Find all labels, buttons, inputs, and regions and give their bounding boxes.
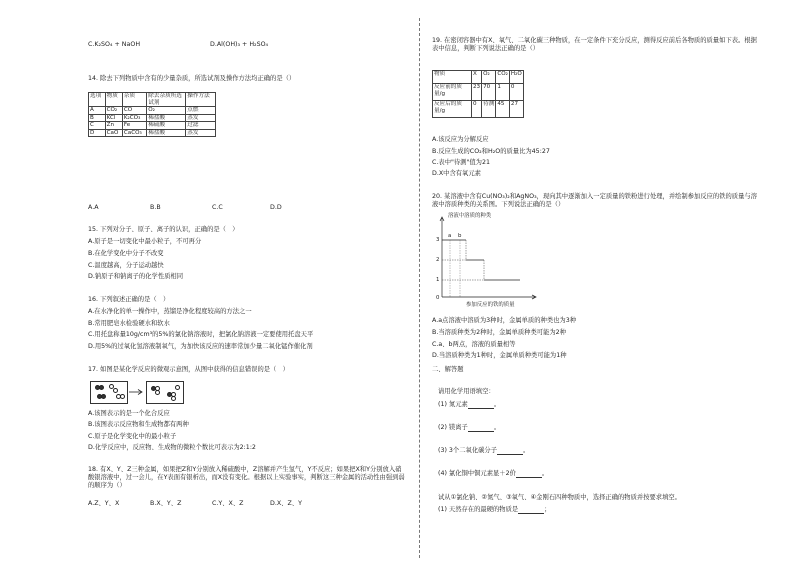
q17-option-b: B.该图表示反应物和生成物都有两种 [88, 421, 189, 428]
table-cell: 稀硫酸 [147, 122, 186, 130]
q20-stem: 20. 某溶液中含有Cu(NO₃)₂和AgNO₃，现向其中逐渐加入一定质量的铁粉进行处理，并绘制参加反应的铁的质量与溶液中溶质种类的关系图。下列说法正确的是（） [432, 193, 757, 208]
table-cell: 待测 [482, 101, 496, 118]
atom-icon [99, 385, 104, 390]
origin-label: 0 [436, 295, 440, 301]
atom-icon [120, 394, 125, 399]
table-cell: H₂O [509, 71, 523, 84]
q14-table [88, 92, 216, 137]
table-cell: CaCO₃ [122, 129, 146, 137]
reactant-box [90, 381, 128, 404]
product-box [146, 381, 184, 404]
atom-icon [175, 385, 180, 390]
table-row [89, 107, 216, 115]
q18-stem: 18. 有X、Y、Z三种金属，如果把Z和Y分别放入稀硫酸中，Z溶解并产生氢气，Y不反应；如果把X和Y分别放入硝酸银溶液中，过一会儿，在Y表面有银析出，而X没有变化。根据以上实验事实，判断这三种金属的活动性由强到弱的顺序为（） [88, 466, 405, 489]
table-row [89, 114, 216, 122]
table-cell: 蒸发 [186, 114, 216, 122]
answer-blank[interactable] [468, 425, 494, 432]
column-divider [419, 18, 420, 558]
fill-item-label: (2) 镁离子 [438, 424, 468, 431]
table-cell: 反应后的质量/g [433, 101, 472, 118]
table-cell: KCl [105, 114, 122, 122]
answer-blank[interactable] [497, 448, 523, 455]
fill-item-tail: 。 [523, 447, 530, 454]
fill-intro: 请用化学用语填空： [438, 388, 495, 395]
q17-option-c: C.原子是化学变化中的最小粒子 [88, 433, 177, 440]
q20-option-d: D.当溶质种类为1种时，金属单质种类可能为1种 [432, 352, 567, 359]
q19-option-b: B.反应生成的CO₂和H₂O的质量比为45:27 [432, 148, 550, 155]
fill-item-tail: 。 [541, 470, 549, 477]
fill-item-label: (1) 氮元素 [438, 401, 468, 408]
q-last-item-1 [438, 506, 550, 514]
q19-option-c: C.表中"待测"值为21 [432, 159, 490, 166]
table-cell: A [89, 107, 106, 115]
table-cell: 物质 [105, 93, 122, 107]
point-a-label: a [448, 233, 452, 239]
table-cell: 0 [472, 101, 482, 118]
table-cell: 点燃 [186, 107, 216, 115]
table-cell: 1 [496, 84, 510, 101]
table-cell: K₂CO₃ [122, 114, 146, 122]
q16-option-b: B.常用肥皂水检验硬水和软水 [88, 320, 170, 327]
table-cell: C [89, 122, 106, 130]
answer-blank[interactable] [516, 471, 542, 478]
y-tick-2: 2 [436, 257, 440, 263]
option-c: C.K₂SO₄ + NaOH [88, 41, 141, 48]
table-cell: 杂质 [122, 93, 146, 107]
fill-item-tail: 。 [493, 401, 501, 408]
table-cell: CO₂ [496, 71, 510, 84]
table-cell: 稀盐酸 [147, 129, 186, 137]
q14-stem: 14. 除去下列物质中含有的少量杂质，所选试剂及操作方法均正确的是（） [88, 75, 296, 82]
table-cell: 23 [472, 84, 482, 101]
table-cell: 蒸发 [186, 129, 216, 137]
q14-option-d: D.D [270, 204, 282, 211]
q14-option-c: C.C [212, 204, 223, 211]
q20-option-c: C.a、b两点，溶液的质量相等 [432, 341, 516, 348]
fill-item-tail: 。 [493, 424, 501, 431]
table-cell: O₂ [147, 107, 186, 115]
option-d: D.Al(OH)₃ + H₂SO₄ [210, 41, 269, 48]
q16-stem: 16. 下列叙述正确的是（ ） [88, 296, 170, 303]
fill-item-2 [438, 424, 500, 432]
q-last-stem: 试从①氯化钠、②氮气、③氧气、④金刚石四种物质中，选择正确的物质并按要求填空。 [438, 494, 681, 501]
table-cell: 45 [496, 101, 510, 118]
table-cell: CO₂ [105, 107, 122, 115]
table-cell: 0 [509, 84, 523, 101]
table-cell: CaO [105, 129, 122, 137]
table-row [433, 84, 524, 101]
y-tick-1: 1 [436, 277, 440, 283]
fill-item-3 [438, 447, 529, 455]
q19-stem: 19. 在密闭容器中有X、氧气、二氧化碳三种物质，在一定条件下充分反应，测得反应前后各物质的质量如下表。根据表中信息，判断下列说法正确的是（） [432, 37, 757, 52]
q19-option-a: A.该反应为分解反应 [432, 136, 489, 143]
fill-item-label: (4) 氯化铜中铜元素显＋2价 [438, 470, 516, 477]
q19-option-d: D.X中含有氧元素 [432, 170, 481, 177]
table-cell: 反应前的质量/g [433, 84, 472, 101]
table-header-row [89, 93, 216, 107]
table-cell: D [89, 129, 106, 137]
atom-icon [101, 394, 106, 399]
q16-option-d: D.用5%的过氧化氢溶液制氧气，为加快该反应的速率常加少量二氧化锰作催化剂 [88, 343, 313, 350]
q17-stem: 17. 如图是某化学反应的微观示意图，从图中获得的信息错误的是（ ） [88, 366, 289, 373]
q-last-item-tail: ； [544, 506, 551, 513]
q14-option-a: A.A [88, 204, 99, 211]
table-cell: B [89, 114, 106, 122]
y-tick-3: 3 [436, 237, 440, 243]
q15-option-c: C.温度越高，分子运动越快 [88, 262, 164, 269]
q14-option-b: B.B [150, 204, 161, 211]
q20-graph [432, 212, 542, 310]
table-row [433, 101, 524, 118]
q18-option-b: B.X、Y、Z [150, 500, 182, 507]
table-header-row [433, 71, 524, 84]
x-axis-label: 参加反应的铁的质量 [466, 302, 515, 308]
table-cell: 物质 [433, 71, 472, 84]
q15-option-d: D.钠原子和钠离子的化学性质相同 [88, 273, 184, 280]
table-cell: 稀盐酸 [147, 114, 186, 122]
answer-blank[interactable] [468, 402, 494, 409]
q18-option-c: C.Y、X、Z [212, 500, 244, 507]
atom-icon [113, 388, 118, 393]
q18-option-d: D.X、Z、Y [270, 500, 302, 507]
table-cell: 操作方法 [186, 93, 216, 107]
q15-option-a: A.原子是一切变化中最小粒子，不可再分 [88, 238, 202, 245]
answer-blank[interactable] [518, 507, 544, 514]
q20-option-a: A.a点溶液中溶质为3种时，金属单质的种类也为3种 [432, 317, 577, 324]
table-cell: 70 [482, 84, 496, 101]
atom-icon [171, 396, 176, 401]
q19-table [432, 70, 524, 118]
q-last-item-label: (1) 天然存在的最硬的物质是 [438, 506, 519, 513]
q18-option-a: A.Z、Y、X [88, 500, 120, 507]
fill-item-4 [438, 470, 548, 478]
table-cell: Zn [105, 122, 122, 130]
table-row [89, 122, 216, 130]
table-cell: O₂ [482, 71, 496, 84]
fill-item-1 [438, 401, 500, 409]
q16-option-a: A.在水净化的单一操作中，蒸馏是净化程度较高的方法之一 [88, 308, 252, 315]
y-axis-label: 溶液中溶质的种类 [448, 213, 492, 219]
q16-option-c: C.用托盘称量10g/cm³的5%的氯化钠溶液时，把氯化钠溶液一定要使用托盘天平 [88, 331, 314, 338]
atom-icon [155, 390, 160, 395]
reaction-arrow-icon [128, 388, 144, 396]
section-heading: 二、解答题 [432, 366, 464, 373]
q20-option-b: B.当溶质种类为2种时，金属单质种类可能为2种 [432, 329, 566, 336]
table-cell: 过滤 [186, 122, 216, 130]
q17-option-a: A.该图表示的是一个化合反应 [88, 410, 170, 417]
table-cell: CO [122, 107, 146, 115]
table-cell: X [472, 71, 482, 84]
table-cell: 27 [509, 101, 523, 118]
table-cell: 选项 [89, 93, 106, 107]
table-cell: 除去杂质所选试剂 [147, 93, 186, 107]
table-cell: Fe [122, 122, 146, 130]
q15-option-b: B.在化学变化中分子不改变 [88, 250, 164, 257]
point-b-label: b [458, 233, 462, 239]
q17-option-d: D.化学反应中，反应物、生成物的微粒个数比可表示为2:1:2 [88, 444, 256, 451]
table-row [89, 129, 216, 137]
q15-stem: 15. 下列对分子、原子、离子的认识，正确的是（ ） [88, 226, 239, 233]
fill-item-label: (3) 3个二氧化碳分子 [438, 447, 498, 454]
